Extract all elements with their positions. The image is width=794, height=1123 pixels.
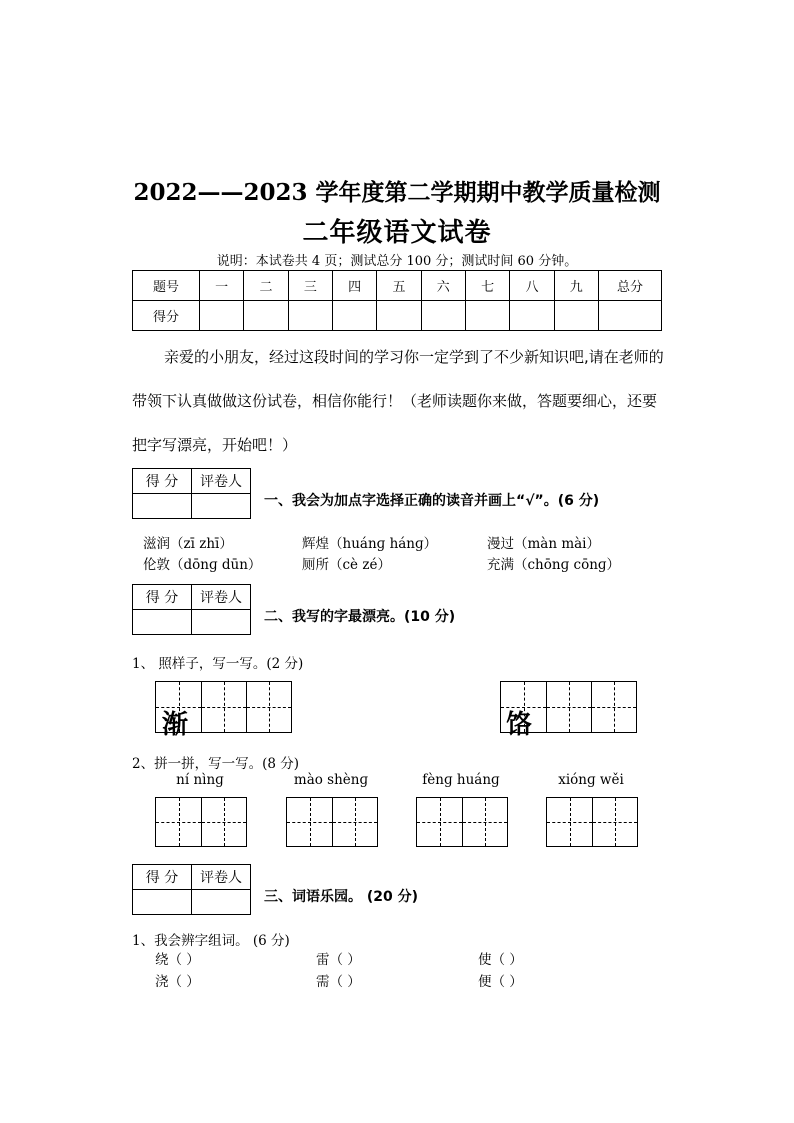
grader-score-label: 得 分 bbox=[133, 469, 192, 494]
writing-grid[interactable] bbox=[416, 797, 508, 847]
grader-score-input[interactable] bbox=[133, 890, 192, 915]
score-table-score-row bbox=[133, 301, 662, 331]
score-input-cell[interactable] bbox=[599, 301, 662, 331]
grader-score-label: 得 分 bbox=[133, 585, 192, 610]
score-table-cell: 一 bbox=[200, 271, 244, 301]
grader-box bbox=[132, 468, 251, 519]
section1-heading: 一、我会为加点字选择正确的读音并画上“√”。(6 分) bbox=[264, 493, 600, 509]
pinyin-prompt: xiónɡ wěi bbox=[558, 772, 624, 788]
pinyin-choice[interactable]: 辉煌（huánɡ hánɡ） bbox=[302, 536, 438, 552]
intro-paragraph: 亲爱的小朋友，经过这段时间的学习你一定学到了不少新知识吧,请在老师的带领下认真做做这份试卷，相信你能行！（老师读题你来做，答题要细心，还要把字写漂亮，开始吧！） bbox=[132, 348, 664, 454]
word-blank[interactable]: 使（ ） bbox=[478, 952, 523, 968]
word-blank[interactable]: 浇（ ） bbox=[155, 974, 200, 990]
score-table-cell: 九 bbox=[554, 271, 598, 301]
section2-heading: 二、我写的字最漂亮。(10 分) bbox=[264, 609, 456, 625]
sample-character: 渐 bbox=[162, 710, 189, 740]
sample-character: 饹 bbox=[506, 710, 533, 740]
score-table-cell: 题号 bbox=[133, 271, 200, 301]
pinyin-choice[interactable]: 厕所（cè zé） bbox=[302, 557, 391, 573]
grader-box bbox=[132, 584, 251, 635]
score-table bbox=[132, 270, 662, 331]
grader-name-label: 评卷人 bbox=[192, 469, 251, 494]
score-table-cell: 七 bbox=[465, 271, 509, 301]
score-input-cell[interactable] bbox=[288, 301, 332, 331]
pinyin-choice[interactable]: 伦敦（dōnɡ dūn） bbox=[143, 557, 262, 573]
pinyin-choice[interactable]: 充满（chōnɡ cōnɡ） bbox=[487, 557, 621, 573]
grader-score-input[interactable] bbox=[133, 494, 192, 519]
exam-title: 2022——2023 学年度第二学期期中教学质量检测 bbox=[133, 179, 661, 206]
word-blank[interactable]: 雷（ ） bbox=[316, 952, 361, 968]
grader-name-input[interactable] bbox=[192, 610, 251, 635]
pinyin-prompt: fènɡ huánɡ bbox=[422, 772, 500, 788]
pinyin-choice[interactable]: 漫过（màn mài） bbox=[487, 536, 601, 552]
word-blank[interactable]: 需（ ） bbox=[316, 974, 361, 990]
grader-box bbox=[132, 864, 251, 915]
exam-subtitle: 二年级语文试卷 bbox=[302, 218, 492, 248]
pinyin-choice[interactable]: 滋润（zī zhī） bbox=[143, 536, 233, 552]
exam-instructions: 说明：本试卷共 4 页；测试总分 100 分；测试时间 60 分钟。 bbox=[216, 254, 578, 269]
word-blank[interactable]: 绕（ ） bbox=[155, 952, 200, 968]
score-input-cell[interactable] bbox=[332, 301, 376, 331]
pinyin-prompt: mào shènɡ bbox=[293, 772, 369, 788]
score-input-cell[interactable] bbox=[510, 301, 554, 331]
score-table-cell: 五 bbox=[377, 271, 421, 301]
grader-score-input[interactable] bbox=[133, 610, 192, 635]
score-table-cell: 六 bbox=[421, 271, 465, 301]
score-table-cell: 得分 bbox=[133, 301, 200, 331]
score-table-cell: 二 bbox=[244, 271, 288, 301]
score-input-cell[interactable] bbox=[421, 301, 465, 331]
writing-grid[interactable] bbox=[286, 797, 378, 847]
grader-name-label: 评卷人 bbox=[192, 585, 251, 610]
section3-q1: 1、我会辨字组词。 (6 分) bbox=[132, 933, 290, 949]
section3-heading: 三、词语乐园。 (20 分) bbox=[264, 889, 419, 905]
score-input-cell[interactable] bbox=[465, 301, 509, 331]
score-input-cell[interactable] bbox=[200, 301, 244, 331]
score-table-cell: 四 bbox=[332, 271, 376, 301]
score-table-header-row bbox=[133, 271, 662, 301]
grader-name-input[interactable] bbox=[192, 890, 251, 915]
writing-grid[interactable] bbox=[155, 797, 247, 847]
score-table-cell: 总分 bbox=[599, 271, 662, 301]
score-table-cell: 八 bbox=[510, 271, 554, 301]
writing-grid[interactable] bbox=[546, 797, 638, 847]
score-input-cell[interactable] bbox=[377, 301, 421, 331]
section2-q1: 1、 照样子，写一写。(2 分) bbox=[132, 656, 304, 672]
score-table-cell: 三 bbox=[288, 271, 332, 301]
section2-q2: 2、拼一拼，写一写。(8 分) bbox=[132, 756, 300, 772]
grader-score-label: 得 分 bbox=[133, 865, 192, 890]
grader-name-input[interactable] bbox=[192, 494, 251, 519]
grader-name-label: 评卷人 bbox=[192, 865, 251, 890]
word-blank[interactable]: 便（ ） bbox=[478, 974, 523, 990]
pinyin-prompt: ní nìnɡ bbox=[176, 772, 224, 788]
score-input-cell[interactable] bbox=[244, 301, 288, 331]
score-input-cell[interactable] bbox=[554, 301, 598, 331]
